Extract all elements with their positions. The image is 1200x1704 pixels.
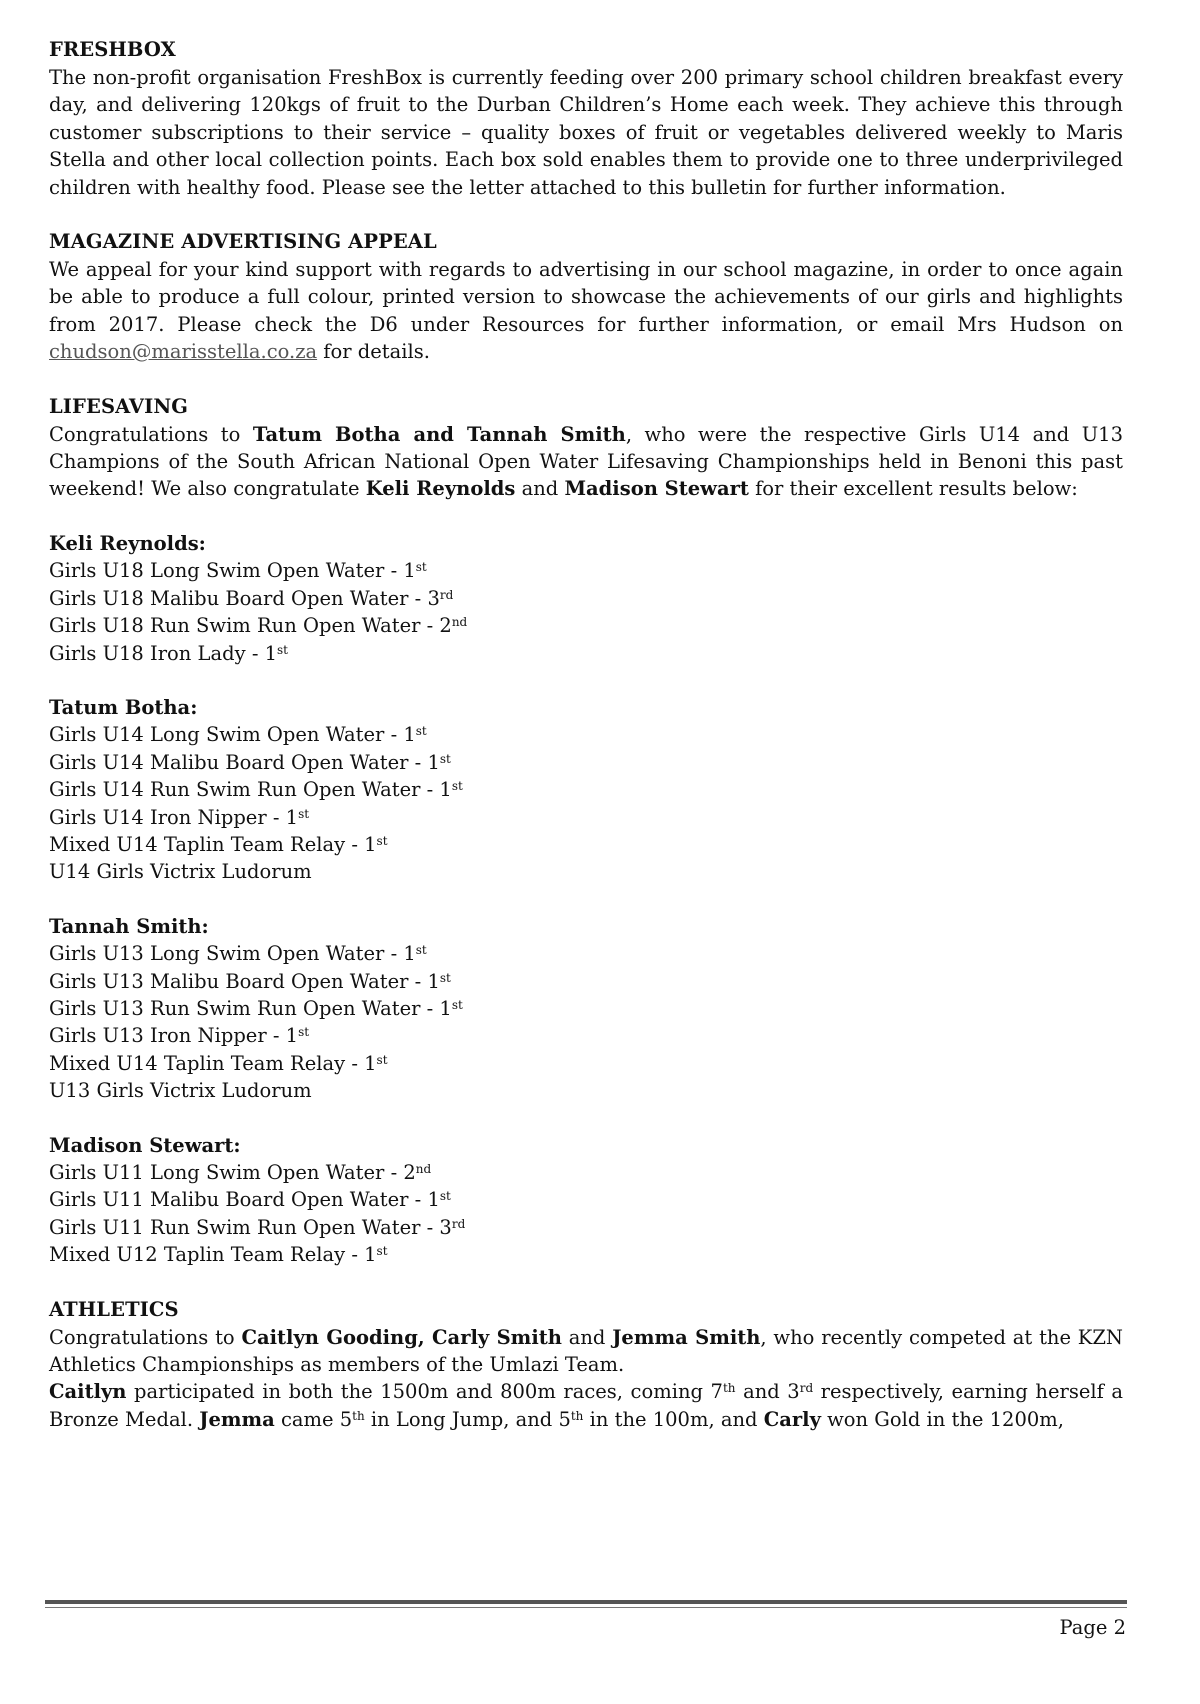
result-line	[49, 804, 1123, 831]
result-line	[49, 1241, 1123, 1268]
result-line	[49, 968, 1123, 995]
athletics-p2-text-2: and 3	[735, 1380, 800, 1404]
result-place-suffix: st	[451, 997, 463, 1012]
lifesaving-bold-keli: Keli Reynolds	[365, 477, 516, 501]
result-place-suffix: st	[298, 1025, 310, 1040]
athletics-p2-text-1: participated in both the 1500m and 800m races, coming 7	[126, 1380, 723, 1404]
result-line	[49, 1214, 1123, 1241]
athletics-p1-text-1: Congratulations to	[49, 1325, 242, 1349]
result-place-suffix: st	[376, 833, 388, 848]
athlete-name: Tatum Botha:	[49, 695, 198, 719]
result-text: Girls U14 Long Swim Open Water - 1	[49, 723, 416, 747]
result-line	[49, 1022, 1123, 1049]
result-place-suffix: st	[376, 1052, 388, 1067]
magazine-heading: MAGAZINE ADVERTISING APPEAL	[49, 230, 437, 254]
athletics-p2-text-7: won Gold in the 1200m,	[820, 1407, 1064, 1431]
athlete-block	[49, 694, 1123, 886]
magazine-text-before: We appeal for your kind support with regards to advertising in our school magazine, in order to once again be able to produce a full colour, printed version to showcase the achievements of our girls and highlights from 2017. Please check the D6 under Resources for further information, or email Mrs Hudson on	[49, 258, 1123, 336]
result-text: Girls U18 Iron Lady - 1	[49, 641, 278, 665]
athlete-name: Madison Stewart:	[49, 1133, 241, 1157]
result-place-suffix: st	[439, 1189, 451, 1204]
result-line	[49, 585, 1123, 612]
result-text: Mixed U14 Taplin Team Relay - 1	[49, 832, 377, 856]
athletics-p1-text-2: and	[561, 1325, 613, 1349]
athletics-p2-sup-2: rd	[799, 1381, 814, 1396]
result-place-suffix: st	[451, 779, 463, 794]
lifesaving-results	[49, 530, 1123, 1269]
athletics-p2-sup-1: th	[722, 1381, 736, 1396]
result-line	[49, 1159, 1123, 1186]
athletics-p2-text-3: respectively, earning herself a Bronze Medal.	[49, 1380, 1124, 1431]
result-line	[49, 940, 1123, 967]
result-place-suffix: st	[298, 806, 310, 821]
result-text: Girls U18 Long Swim Open Water - 1	[49, 559, 416, 583]
athletics-paragraph-1	[49, 1324, 1123, 1379]
result-place-suffix: st	[376, 1244, 388, 1259]
magazine-paragraph	[49, 256, 1123, 366]
result-text: U14 Girls Victrix Ludorum	[49, 860, 312, 884]
lifesaving-text-1: Congratulations to	[49, 422, 253, 446]
result-line	[49, 612, 1123, 639]
athletics-p1-bold-2: Jemma Smith	[612, 1325, 761, 1349]
footer-rule-thick	[45, 1600, 1127, 1604]
result-text: Girls U14 Iron Nipper - 1	[49, 805, 299, 829]
athletics-p2-text-4: came 5	[274, 1407, 353, 1431]
result-line	[49, 640, 1123, 667]
result-line	[49, 1077, 1123, 1104]
result-place-suffix: st	[415, 560, 427, 575]
result-line	[49, 1050, 1123, 1077]
lifesaving-text-4: for their excellent results below:	[748, 477, 1078, 501]
athletics-p2-text-6: in the 100m, and	[583, 1407, 764, 1431]
result-place-suffix: st	[415, 943, 427, 958]
result-place-suffix: st	[439, 751, 451, 766]
result-text: Girls U11 Malibu Board Open Water - 1	[49, 1188, 440, 1212]
result-line	[49, 831, 1123, 858]
result-text: Girls U18 Malibu Board Open Water - 3	[49, 586, 440, 610]
result-text: Mixed U12 Taplin Team Relay - 1	[49, 1243, 377, 1267]
result-text: Girls U11 Long Swim Open Water - 2	[49, 1161, 416, 1184]
freshbox-paragraph: The non-profit organisation FreshBox is currently feeding over 200 primary school children breakfast every day, and delivering 120kgs of fruit to the Durban Children’s Home each week. They achieve this through customer subscriptions to their service – quality boxes of fruit or vegetables delivered weekly to Maris Stella and other local collection points. Each box sold enables them to provide one to three underprivileged children with healthy food. Please see the letter attached to this bulletin for further information.	[49, 66, 1123, 199]
email-link[interactable]: chudson@marisstella.co.za	[49, 340, 318, 364]
result-place-suffix: rd	[439, 587, 454, 602]
magazine-text-after: for details.	[317, 340, 430, 364]
result-text: Girls U13 Malibu Board Open Water - 1	[49, 969, 440, 993]
result-place-suffix: nd	[415, 1162, 432, 1176]
lifesaving-heading: LIFESAVING	[49, 394, 189, 418]
result-text: Girls U11 Run Swim Run Open Water - 3	[49, 1215, 452, 1239]
athlete-name: Keli Reynolds:	[49, 531, 206, 555]
result-line	[49, 721, 1123, 748]
athlete-name: Tannah Smith:	[49, 914, 209, 938]
athletics-p1-text-3: , who recently competed at the KZN Athletics Championships as members of the Umlazi Team.	[49, 1325, 1123, 1377]
lifesaving-text-3: and	[515, 477, 565, 501]
athletics-p2-bold-carly: Carly	[763, 1407, 821, 1431]
result-text: Girls U13 Long Swim Open Water - 1	[49, 942, 416, 966]
lifesaving-paragraph	[49, 421, 1123, 503]
result-line	[49, 858, 1123, 885]
result-place-suffix: nd	[451, 615, 468, 630]
result-text: Girls U18 Run Swim Run Open Water - 2	[49, 614, 452, 638]
athletics-p1-bold-1: Caitlyn Gooding, Carly Smith	[241, 1325, 562, 1349]
lifesaving-text-2: , who were the respective Girls U14 and U13 Champions of the South African National Open Water Lifesaving Championships held in Benoni this past weekend! We also congratulate	[49, 422, 1123, 501]
footer-rule-thin	[45, 1607, 1127, 1608]
result-place-suffix: st	[415, 724, 427, 739]
result-line	[49, 1186, 1123, 1213]
result-line	[49, 776, 1123, 803]
athlete-block	[49, 1132, 1123, 1269]
result-place-suffix: st	[277, 642, 288, 657]
result-text: Girls U14 Run Swim Run Open Water - 1	[49, 778, 452, 802]
athletics-p2-bold-jemma: Jemma	[199, 1407, 275, 1431]
bulletin-page	[49, 36, 1123, 1433]
result-line	[49, 995, 1123, 1022]
athletics-heading: ATHLETICS	[49, 1297, 179, 1321]
result-line	[49, 557, 1123, 584]
result-place-suffix: rd	[451, 1216, 466, 1231]
lifesaving-bold-champions: Tatum Botha and Tannah Smith	[252, 422, 626, 446]
result-place-suffix: st	[439, 970, 451, 985]
result-text: Girls U14 Malibu Board Open Water - 1	[49, 750, 440, 774]
result-line	[49, 749, 1123, 776]
freshbox-heading: FRESHBOX	[49, 38, 176, 61]
athletics-p2-sup-4: th	[570, 1408, 584, 1423]
athlete-block	[49, 530, 1123, 667]
result-text: Girls U13 Iron Nipper - 1	[49, 1024, 299, 1048]
athletics-p2-bold-caitlyn: Caitlyn	[49, 1380, 127, 1404]
page-number: Page 2	[1059, 1616, 1126, 1639]
athletics-paragraph-2	[49, 1378, 1123, 1433]
result-text: U13 Girls Victrix Ludorum	[49, 1079, 312, 1103]
result-text: Girls U13 Run Swim Run Open Water - 1	[49, 996, 452, 1020]
lifesaving-bold-madison: Madison Stewart	[564, 477, 749, 501]
athletics-p2-text-5: in Long Jump, and 5	[364, 1407, 571, 1431]
athletics-p2-sup-3: th	[352, 1408, 365, 1423]
result-text: Mixed U14 Taplin Team Relay - 1	[49, 1051, 377, 1075]
athlete-block	[49, 913, 1123, 1105]
